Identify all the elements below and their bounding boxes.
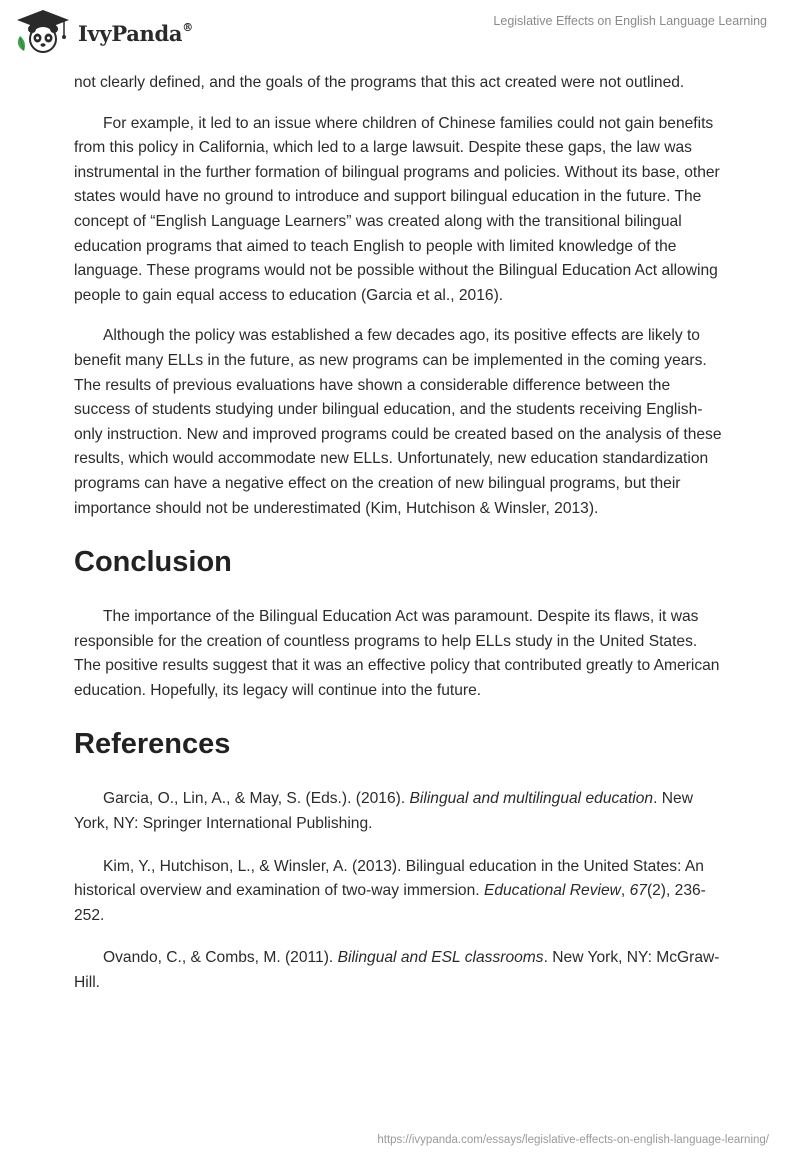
reference-item: Kim, Y., Hutchison, L., & Winsler, A. (2013). Bilingual education in the United States: An historical overview and examination of two-way immersion. Educational Review, 67(2), 236-252. (74, 857, 706, 924)
body-paragraph: Although the policy was established a few decades ago, its positive effects are likely to benefit many ELLs in the future, as new programs can be implemented in the coming years. The results of previous evaluations have shown a considerable difference between the success of students studying under bilingual education, and the students receiving English-only instruction. New and improved programs could be created based on the analysis of these results, which would accommodate new ELLs. Unfortunately, new education standardization programs can have a negative effect on the creation of new bilingual programs, but their importance should not be underestimated (Kim, Hutchison & Winsler, 2013). (74, 327, 722, 517)
brand-name: IvyPanda® (78, 20, 193, 46)
body-paragraph: not clearly defined, and the goals of the programs that this act created were not outlined. (74, 74, 685, 91)
reference-item: Garcia, O., Lin, A., & May, S. (Eds.). (2016). Bilingual and multilingual education. New York, NY: Springer International Publishing. (74, 790, 693, 833)
source-url[interactable]: https://ivypanda.com/essays/legislative-effects-on-english-language-learning/ (377, 1134, 769, 1146)
references-heading: References (74, 728, 231, 761)
document-title: Legislative Effects on English Language Learning (493, 14, 767, 28)
reference-item: Ovando, C., & Combs, M. (2011). Bilingual and ESL classrooms. New York, NY: McGraw-Hill. (74, 949, 720, 992)
page-header (0, 0, 800, 64)
body-paragraph: For example, it led to an issue where children of Chinese families could not gain benefits from this policy in California, which led to a large lawsuit. Despite these gaps, the law was instrumental in the further formation of bilingual programs and policies. Without its base, other states would have no ground to introduce and support bilingual education in the future. The concept of “English Language Learners” was created along with the transitional bilingual education programs that aimed to teach English to people with limited knowledge of the language. These programs would not be possible without the Bilingual Education Act allowing people to gain equal access to education (Garcia et al., 2016). (74, 114, 720, 304)
conclusion-paragraph: The importance of the Bilingual Education Act was paramount. Despite its flaws, it was responsible for the creation of countless programs to help ELLs study in the United States. The positive results suggest that it was an effective policy that contributed greatly to American education. Hopefully, its legacy will continue into the future. (74, 608, 720, 699)
conclusion-heading: Conclusion (74, 546, 232, 579)
essay-content (74, 71, 728, 1014)
panda-graduate-icon (14, 8, 72, 54)
ivypanda-logo[interactable] (14, 8, 193, 54)
